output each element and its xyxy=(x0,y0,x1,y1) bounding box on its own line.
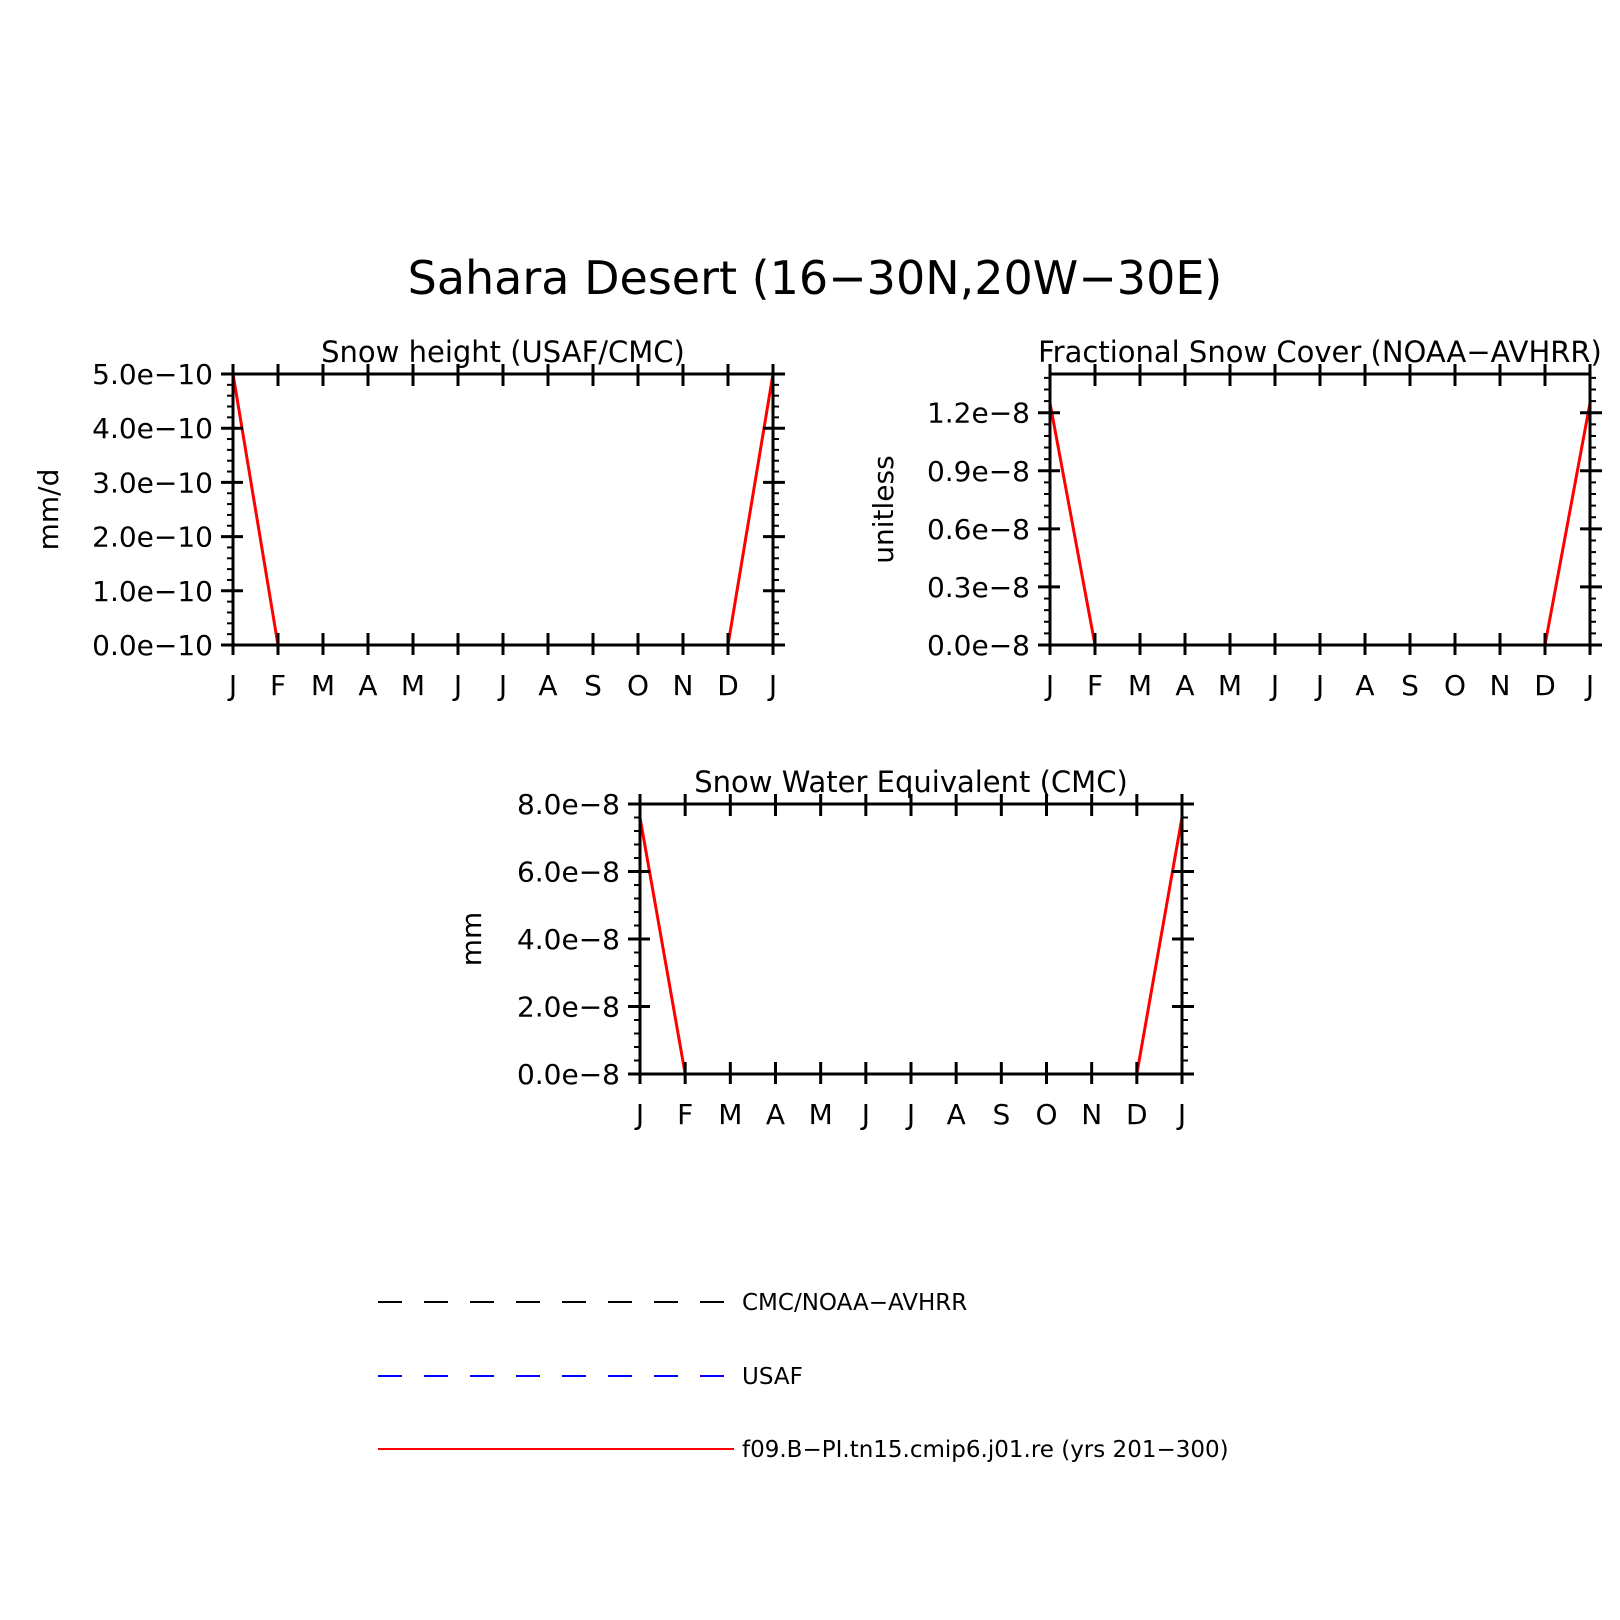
x-tick-label: N xyxy=(672,669,694,702)
x-tick-label: J xyxy=(861,1098,870,1131)
y-tick-label: 8.0e−8 xyxy=(516,788,620,821)
y-axis-label: mm/d xyxy=(32,468,65,551)
x-tick-label: D xyxy=(1534,669,1556,702)
series-line-2 xyxy=(1050,403,1590,645)
x-tick-label: A xyxy=(765,1098,786,1131)
panel-title: Snow height (USAF/CMC) xyxy=(321,335,685,369)
y-tick-label: 1.2e−8 xyxy=(926,396,1030,430)
x-tick-label: J xyxy=(1045,669,1055,702)
y-tick-label: 2.0e−8 xyxy=(516,990,620,1024)
y-axis-label: unitless xyxy=(867,455,900,564)
x-tick-label: A xyxy=(1175,669,1195,702)
y-axis-label: mm xyxy=(455,911,488,967)
y-tick-label: 0.3e−8 xyxy=(926,570,1030,604)
series-line-2 xyxy=(640,818,1182,1075)
panel-title: Fractional Snow Cover (NOAA−AVHRR) xyxy=(1038,335,1602,369)
x-tick-label: J xyxy=(768,669,778,702)
x-tick-label: J xyxy=(228,669,238,702)
plot-frame xyxy=(233,374,773,645)
x-tick-label: J xyxy=(1315,669,1325,702)
x-tick-label: N xyxy=(1489,669,1511,702)
x-tick-label: M xyxy=(718,1098,743,1131)
x-tick-label: J xyxy=(1177,1098,1187,1131)
y-tick-label: 0.0e−8 xyxy=(926,629,1030,662)
x-tick-label: A xyxy=(1355,669,1375,702)
y-tick-label: 5.0e−10 xyxy=(92,358,213,391)
x-tick-label: J xyxy=(1270,669,1280,702)
x-tick-label: O xyxy=(1035,1098,1058,1131)
x-tick-label: F xyxy=(677,1098,694,1131)
y-tick-label: 0.9e−8 xyxy=(926,454,1030,488)
x-tick-label: N xyxy=(1081,1098,1103,1131)
legend xyxy=(378,1290,1229,1463)
y-tick-label: 6.0e−8 xyxy=(516,855,620,889)
x-tick-label: F xyxy=(1086,669,1104,702)
x-tick-label: O xyxy=(1443,669,1467,702)
series-line-3 xyxy=(233,374,773,645)
panel-title: Snow Water Equivalent (CMC) xyxy=(694,765,1128,799)
y-tick-label: 3.0e−10 xyxy=(92,466,213,500)
y-tick-label: 0.0e−8 xyxy=(516,1058,620,1091)
x-tick-label: F xyxy=(269,669,287,702)
panels xyxy=(32,335,1602,1131)
y-tick-label: 1.0e−10 xyxy=(92,574,213,608)
x-tick-label: J xyxy=(906,1098,916,1131)
y-tick-label: 4.0e−10 xyxy=(92,412,213,446)
x-tick-label: J xyxy=(635,1098,645,1131)
plot-frame xyxy=(1050,374,1590,645)
x-tick-label: S xyxy=(584,669,602,702)
x-tick-label: A xyxy=(946,1098,966,1131)
panel-2 xyxy=(867,335,1602,702)
x-tick-label: M xyxy=(1127,669,1153,702)
y-tick-label: 4.0e−8 xyxy=(516,923,620,956)
panel-1 xyxy=(32,335,785,702)
x-tick-label: J xyxy=(1585,669,1595,702)
panel-3 xyxy=(455,765,1194,1131)
x-tick-label: S xyxy=(992,1098,1011,1131)
legend-label-1: CMC/NOAA−AVHRR xyxy=(742,1290,968,1316)
plot-frame xyxy=(640,804,1182,1074)
y-tick-label: 0.0e−10 xyxy=(92,629,213,662)
x-tick-label: O xyxy=(626,669,650,702)
x-tick-label: M xyxy=(808,1098,833,1131)
x-tick-label: A xyxy=(358,669,378,702)
figure-title: Sahara Desert (16−30N,20W−30E) xyxy=(407,251,1223,305)
legend-label-3: f09.B−PI.tn15.cmip6.j01.re (yrs 201−300) xyxy=(742,1437,1229,1463)
x-tick-label: S xyxy=(1401,669,1419,702)
x-tick-label: D xyxy=(1126,1098,1148,1131)
x-tick-label: D xyxy=(717,669,739,702)
x-tick-label: M xyxy=(400,669,426,702)
x-tick-label: M xyxy=(1217,669,1243,702)
legend-label-2: USAF xyxy=(742,1364,803,1390)
x-tick-label: J xyxy=(498,669,508,702)
y-tick-label: 0.6e−8 xyxy=(926,512,1030,546)
x-tick-label: J xyxy=(453,669,463,702)
x-tick-label: A xyxy=(538,669,558,702)
x-tick-label: M xyxy=(310,669,336,702)
y-tick-label: 2.0e−10 xyxy=(92,520,213,554)
